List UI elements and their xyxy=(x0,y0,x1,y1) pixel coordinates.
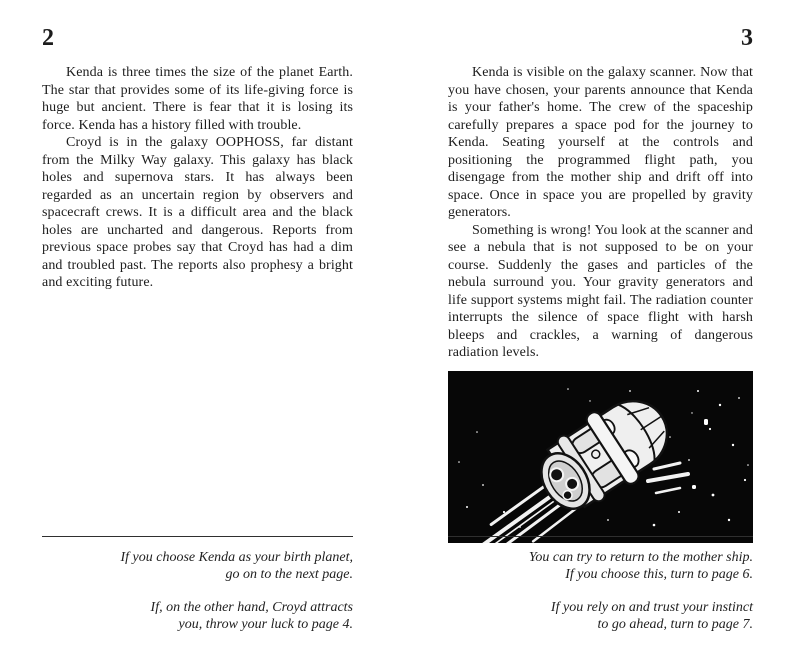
choices-right xyxy=(448,536,753,650)
divider-rule xyxy=(42,536,353,537)
page-number-right: 3 xyxy=(741,25,753,51)
page-3 xyxy=(448,24,753,647)
choice-line: If you choose Kenda as your birth planet, xyxy=(120,550,353,565)
paragraph: Kenda is three times the size of the planet Earth. The star that provides some of its life-giving force is huge but ancient. There is fear that it is losing its force. Kenda has a history filled with trouble. xyxy=(42,65,353,133)
choice-option xyxy=(448,550,753,583)
divider-rule xyxy=(448,536,753,537)
choice-line: you, throw your luck to page 4. xyxy=(178,616,353,632)
page-number-left: 2 xyxy=(42,25,54,51)
choice-line: to go ahead, turn to page 7. xyxy=(597,616,753,632)
choice-option xyxy=(42,600,353,633)
choice-option xyxy=(448,600,753,633)
page-2 xyxy=(42,24,353,647)
choice-line: You can try to return to the mother ship. xyxy=(528,550,753,565)
paragraph: Something is wrong! You look at the scanner and see a nebula that is not supposed to be on your course. Suddenly the gases and particles of the nebula surround you. Your gravity generators and life support systems might fail. The radiation counter interrupts the silence of space flight with harsh bleeps and crackles, a warning of dangerous radiation levels. xyxy=(448,222,753,360)
paragraph: Croyd is in the galaxy OOPHOSS, far distant from the Milky Way galaxy. This galaxy has black holes and supernova stars. It has always been regarded as an uncertain region by observers and spacecraft crews. It is a difficult area and the black holes are uncharted and dangerous. Reports from previous space probes say that Croyd has had a dim and troubled past. The reports also prophesy a bright and exciting future. xyxy=(42,135,353,290)
choice-line: If you rely on and trust your instinct xyxy=(550,600,753,615)
choice-line: If you choose this, turn to page 6. xyxy=(565,566,753,582)
choice-option xyxy=(42,550,353,583)
choices-left xyxy=(42,536,353,650)
space-pod-illustration xyxy=(448,371,753,543)
choice-line: go on to the next page. xyxy=(225,566,353,582)
choice-line: If, on the other hand, Croyd attracts xyxy=(150,600,353,615)
paragraph: Kenda is visible on the galaxy scanner. Now that you have chosen, your parents announce that Kenda is your father's home. The crew of the spaceship carefully prepares a space pod for the journey to Kenda. Seating yourself at the controls and positioning the programmed flight path, you disengage from the mother ship and drift off into space. Once in space you are propelled by gravity generators. xyxy=(448,65,753,220)
